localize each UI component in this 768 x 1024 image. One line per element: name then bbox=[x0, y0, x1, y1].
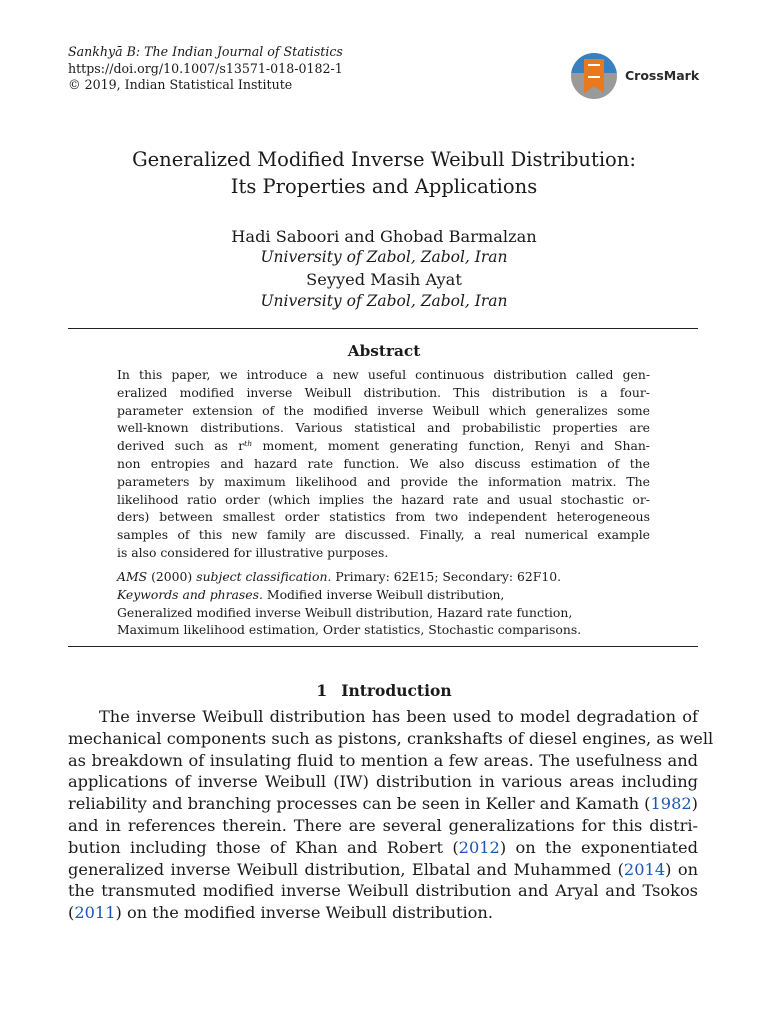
introduction-body bbox=[68, 706, 714, 924]
abstract-line: In this paper, we introduce a new useful continuous distribution called gen- bbox=[117, 367, 650, 382]
intro-line: the transmuted modified inverse Weibull distribution and Aryal and Tsokos bbox=[68, 881, 698, 901]
section-heading bbox=[0, 681, 768, 700]
keywords-block bbox=[117, 568, 650, 639]
intro-line: The inverse Weibull distribution has been used to model degradation of bbox=[99, 707, 698, 726]
intro-line: bution including those of Khan and Robert (2012) on the exponentiated bbox=[68, 837, 698, 857]
intro-line: reliability and branching processes can be seen in Keller and Kamath (1982) bbox=[68, 794, 698, 814]
authors-line-2: Seyyed Masih Ayat bbox=[306, 270, 462, 289]
intro-line: and in references therein. There are several generalizations for this distri- bbox=[68, 815, 698, 835]
abstract-line: well-known distributions. Various statistical and probabilistic properties are bbox=[117, 420, 650, 436]
journal-header bbox=[68, 44, 343, 94]
top-divider bbox=[68, 328, 698, 329]
section-title: Introduction bbox=[341, 681, 452, 700]
authors-line-1: Hadi Saboori and Ghobad Barmalzan bbox=[231, 227, 537, 246]
keywords-line-2: Generalized modified inverse Weibull distribution, Hazard rate function, bbox=[117, 604, 573, 620]
abstract-line: parameter extension of the modified inverse Weibull which generalizes some bbox=[117, 402, 650, 418]
abstract-line: eralized modified inverse Weibull distribution. This distribution is a four- bbox=[117, 384, 650, 400]
abstract-heading: Abstract bbox=[347, 342, 421, 360]
crossmark-badge[interactable] bbox=[571, 53, 701, 99]
keywords-line-1: Keywords and phrases. Modified inverse Weibull distribution, bbox=[117, 586, 505, 602]
keywords-line-3: Maximum likelihood estimation, Order statistics, Stochastic comparisons. bbox=[117, 622, 582, 638]
abstract-line: parameters by maximum likelihood and provide the information matrix. The bbox=[117, 473, 650, 489]
abstract-line: is also considered for illustrative purposes. bbox=[117, 544, 389, 560]
intro-line: as breakdown of insulating fluid to mention a few areas. The usefulness and bbox=[68, 750, 698, 770]
abstract-line: samples of this new family are discussed. Finally, a real numerical example bbox=[117, 527, 650, 543]
citation-link-2012[interactable]: 2012 bbox=[458, 837, 500, 857]
citation-link-2014[interactable]: 2014 bbox=[623, 859, 666, 879]
section-number: 1 bbox=[316, 681, 328, 700]
ams-classification: AMS (2000) subject classification. Primary: 62E15; Secondary: 62F10. bbox=[117, 569, 562, 584]
crossmark-label: CrossMark bbox=[625, 68, 700, 83]
abstract-line: derived such as $r^{th}$ moment, moment generating function, Renyi and Shan- bbox=[117, 438, 650, 454]
citation-link-2011[interactable]: 2011 bbox=[74, 903, 116, 923]
intro-line: (2011) on the modified inverse Weibull distribution. bbox=[68, 903, 493, 923]
journal-name: Sankhyā B: The Indian Journal of Statistics bbox=[68, 44, 343, 59]
paper-title-line-2: Its Properties and Applications bbox=[230, 175, 538, 198]
intro-line: mechanical components such as pistons, crankshafts of diesel engines, as well bbox=[68, 728, 714, 748]
abstract-line: ders) between smallest order statistics from two independent heterogeneous bbox=[117, 509, 650, 525]
intro-line: generalized inverse Weibull distribution, Elbatal and Muhammed (2014) on bbox=[68, 859, 698, 879]
doi-link[interactable]: https://doi.org/10.1007/s13571-018-0182-1 bbox=[68, 60, 343, 76]
abstract-body bbox=[117, 366, 650, 562]
affiliation-2: University of Zabol, Zabol, Iran bbox=[260, 292, 508, 310]
intro-line: applications of inverse Weibull (IW) distribution in various areas including bbox=[68, 772, 698, 792]
copyright-line: © 2019, Indian Statistical Institute bbox=[68, 77, 293, 93]
paper-title-line-1: Generalized Modified Inverse Weibull Distribution: bbox=[132, 148, 636, 171]
citation-link-1982[interactable]: 1982 bbox=[650, 794, 692, 814]
crossmark-icon bbox=[571, 53, 617, 99]
abstract-line: likelihood ratio order (which implies the hazard rate and usual stochastic or- bbox=[117, 491, 650, 507]
abstract-line: non entropies and hazard rate function. We also discuss estimation of the bbox=[117, 455, 650, 471]
bottom-divider bbox=[68, 646, 698, 647]
affiliation-1: University of Zabol, Zabol, Iran bbox=[260, 248, 508, 266]
